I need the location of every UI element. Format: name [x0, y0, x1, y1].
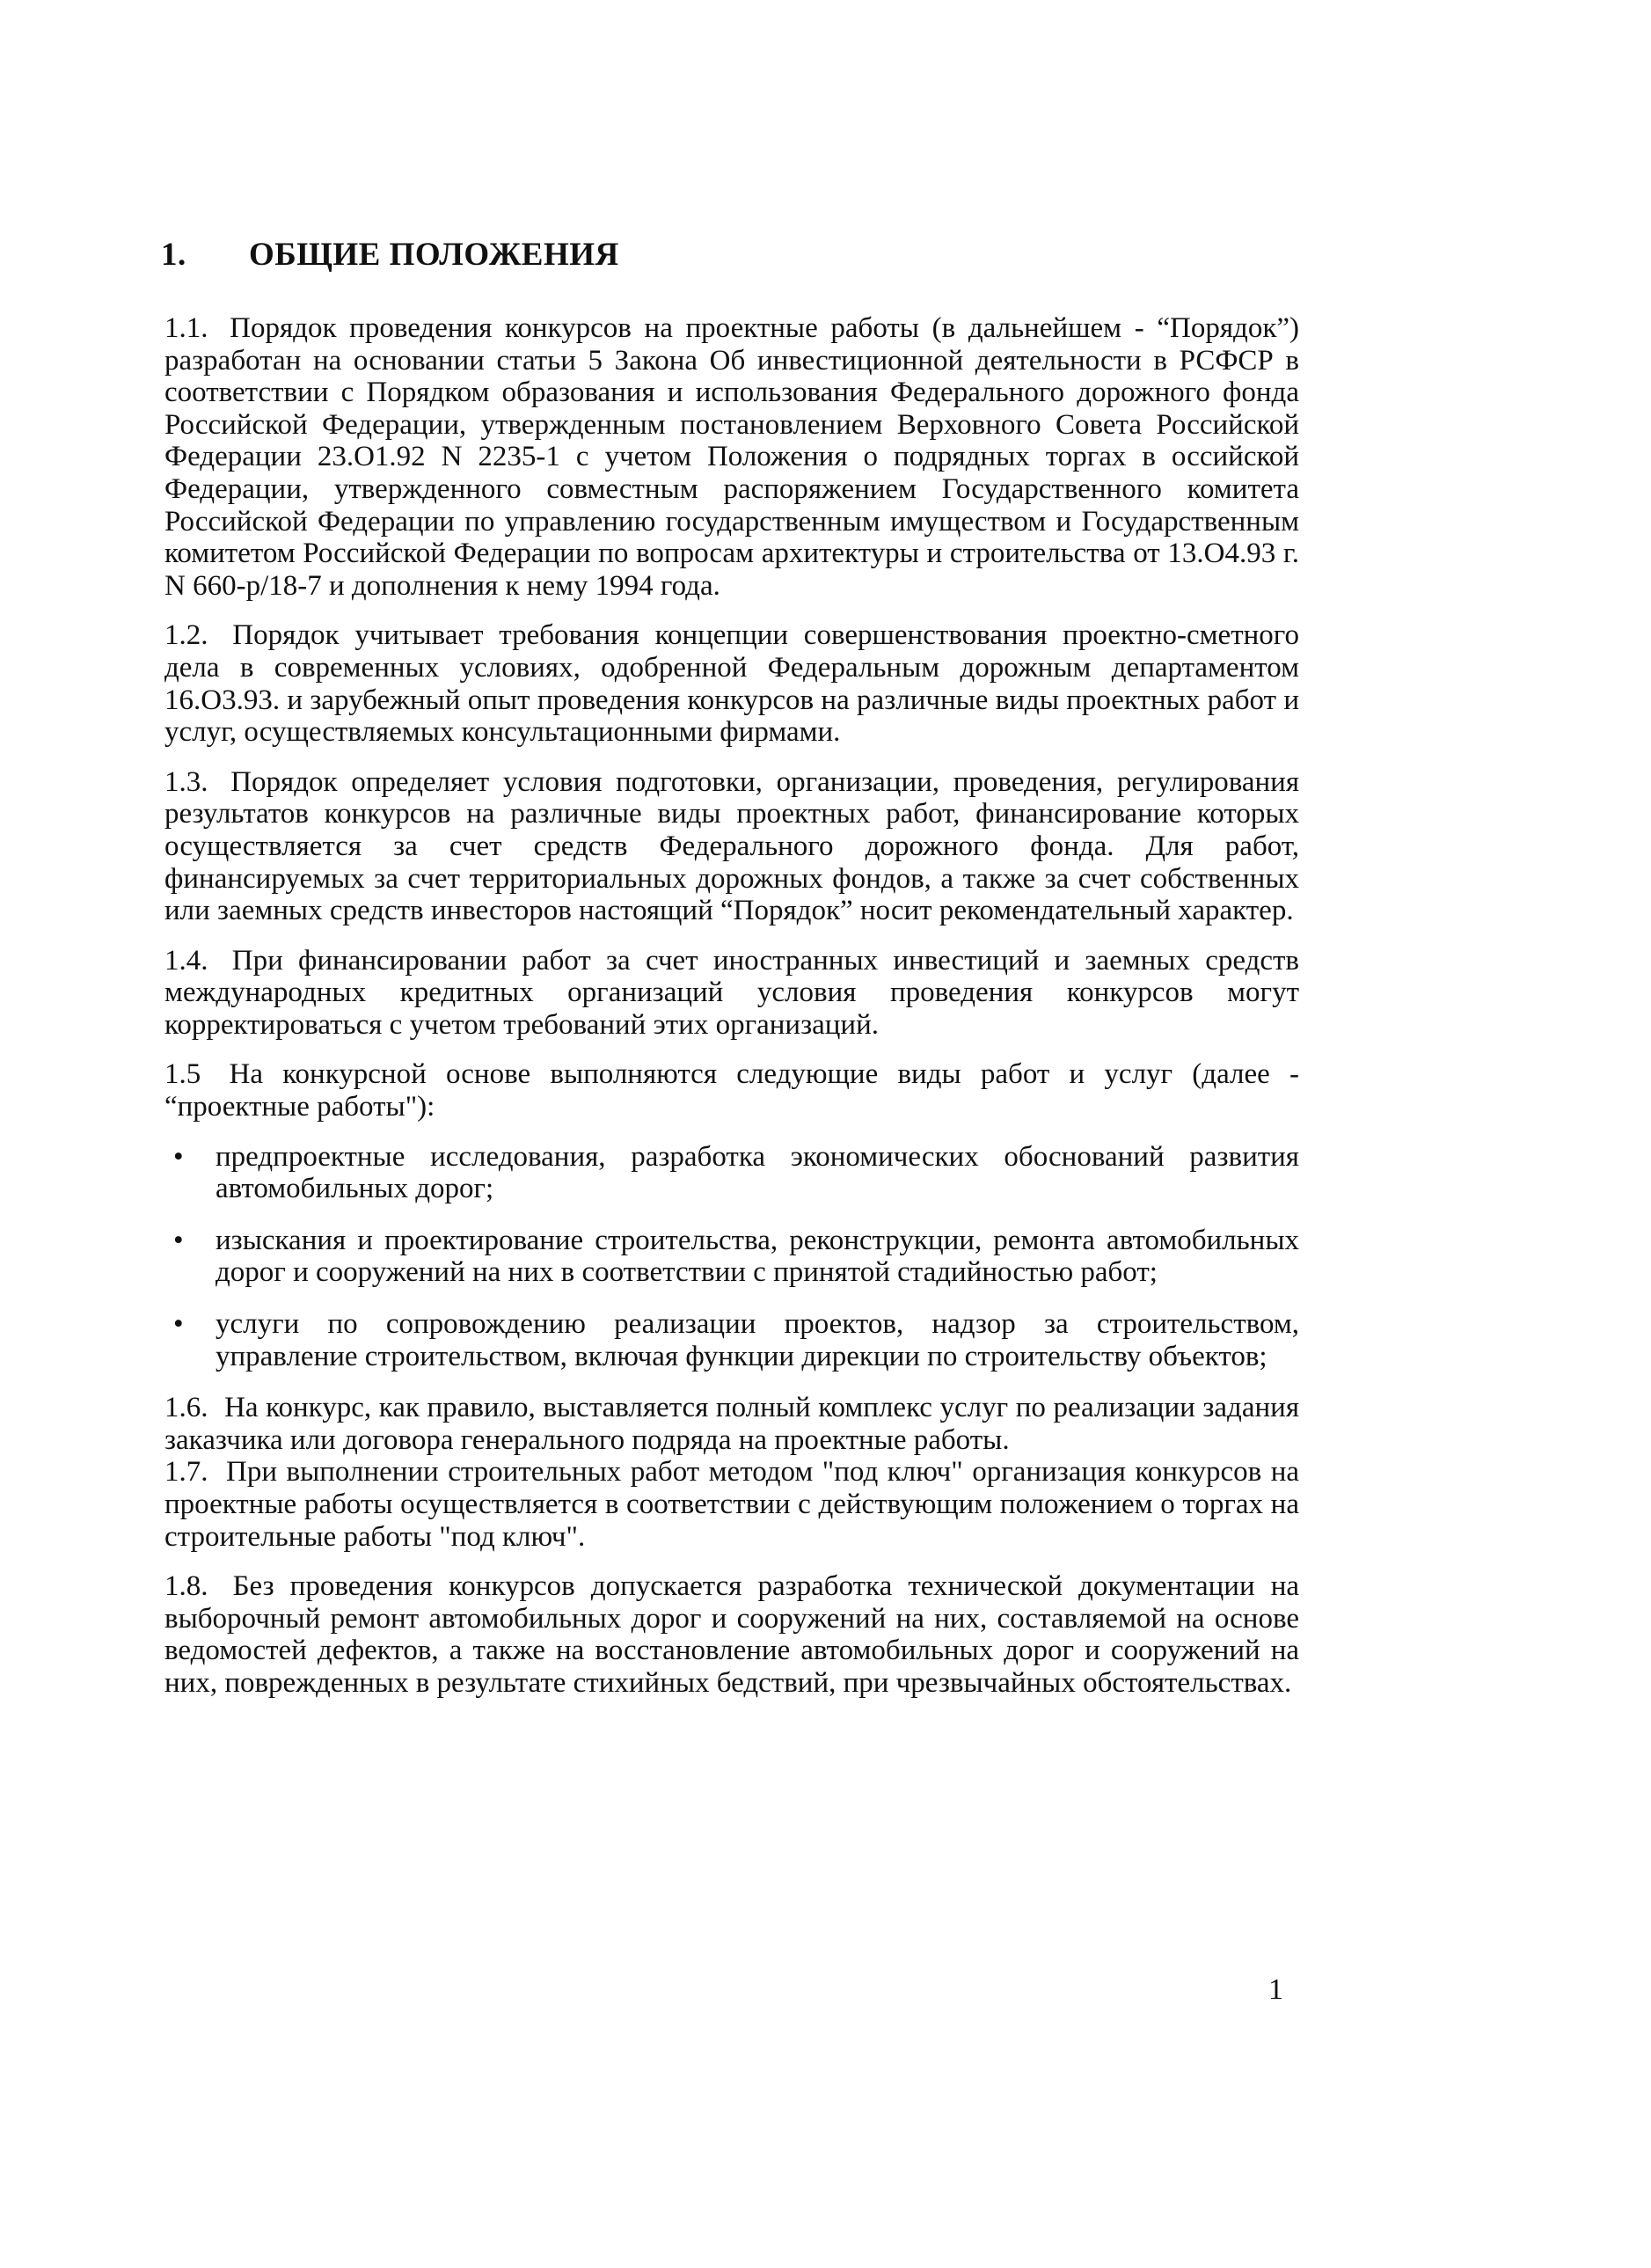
paragraph-number: 1.5 — [164, 1058, 201, 1091]
paragraph-text: Порядок определяет условия подготовки, организации, проведения, регулирования результатов конкурсов на различные виды проектных работ, финансирование которых осуществляется за счет средств Федерального дорожного фонда. Для работ, финансируемых за счет территориальных дорожных фондов, а также за счет собственных или заемных средств инвесторов настоящий “Порядок” носит рекомендательный характер. — [164, 765, 1299, 927]
list-item-text: изыскания и проектирование строительства, реконструкции, ремонта автомобильных дорог и сооружений на них в соответствии с принятой стадийностью работ; — [216, 1224, 1299, 1289]
paragraph-1-1 — [164, 312, 1299, 602]
list-item — [164, 1225, 1299, 1289]
page-number: 1 — [1268, 1973, 1283, 2006]
section-heading — [161, 236, 619, 274]
paragraph-1-3 — [164, 766, 1299, 927]
paragraph-1-2 — [164, 619, 1299, 748]
paragraph-number: 1.2. — [164, 619, 208, 652]
paragraph-1-4 — [164, 945, 1299, 1042]
section-title: ОБЩИЕ ПОЛОЖЕНИЯ — [249, 237, 619, 273]
bullet-icon: • — [173, 1308, 184, 1341]
paragraph-1-8 — [164, 1570, 1299, 1699]
paragraph-text: Без проведения конкурсов допускается разработка технической документации на выборочный ремонт автомобильных дорог и сооружений на них, составляемой на основе ведомостей дефектов, а также на восстановление автомобильных дорог и сооружений на них, поврежденных в результате стихийных бедствий, при чрезвычайных обстоятельствах. — [164, 1570, 1299, 1699]
paragraph-text: На конкурс, как правило, выставляется полный комплекс услуг по реализации задания заказчика или договора генерального подряда на проектные работы. — [164, 1392, 1299, 1456]
list-item — [164, 1308, 1299, 1372]
bullet-icon: • — [173, 1140, 184, 1173]
list-item-text: предпроектные исследования, разработка экономических обоснований развития автомобильных дорог; — [216, 1140, 1299, 1205]
paragraph-number: 1.4. — [164, 944, 208, 977]
document-body — [164, 312, 1299, 1717]
paragraph-number: 1.3. — [164, 765, 208, 798]
paragraph-1-5 — [164, 1058, 1299, 1123]
paragraph-number: 1.7. — [164, 1456, 208, 1489]
paragraph-text: Порядок учитывает требования концепции совершенствования проектно-сметного дела в современных условиях, одобренной Федеральным дорожным департаментом 16.О3.93. и зарубежный опыт проведения конкурсов на различные виды проектных работ и услуг, осуществляемых консультационными фирмами. — [164, 619, 1300, 749]
paragraph-text: Порядок проведения конкурсов на проектные работы (в дальнейшем - “Порядок”) разработан на основании статьи 5 Закона Об инвестиционной деятельности в РСФСР в соответствии с Порядком образования и использования Федерального дорожного фонда Российской Федерации, утвержденным постановлением Верховного Совета Российской Федерации 23.О1.92 N 2235-1 с учетом Положения о подрядных торгах в оссийской Федерации, утвержденного совместным распоряжением Государственного комитета Российской Федерации по управлению государственным имуществом и Государственным комитетом Российской Федерации по вопросам архитектуры и строительства от 13.О4.93 г. N 660-р/18-7 и дополнения к нему 1994 года. — [164, 312, 1299, 602]
work-types-list — [164, 1141, 1299, 1373]
list-item — [164, 1141, 1299, 1205]
paragraph-text: При финансировании работ за счет иностранных инвестиций и заемных средств международных кредитных организаций условия проведения конкурсов могут корректироваться с учетом требований этих организаций. — [164, 944, 1300, 1041]
paragraph-number: 1.6. — [164, 1392, 208, 1424]
paragraph-1-7 — [164, 1456, 1299, 1553]
paragraph-1-6 — [164, 1392, 1299, 1456]
list-item-text: услуги по сопровождению реализации проектов, надзор за строительством, управление строительством, включая функции дирекции по строительству объектов; — [216, 1308, 1299, 1372]
paragraph-text: При выполнении строительных работ методом "под ключ" организация конкурсов на проектные работы осуществляется в соответствии с действующим положением о торгах на строительные работы "под ключ". — [164, 1456, 1300, 1553]
bullet-icon: • — [173, 1224, 184, 1256]
paragraph-text: На конкурсной основе выполняются следующие виды работ и услуг (далее - “проектные работы"): — [164, 1058, 1299, 1123]
section-number: 1. — [161, 237, 186, 273]
paragraph-number: 1.1. — [164, 312, 208, 344]
paragraph-number: 1.8. — [164, 1570, 208, 1603]
